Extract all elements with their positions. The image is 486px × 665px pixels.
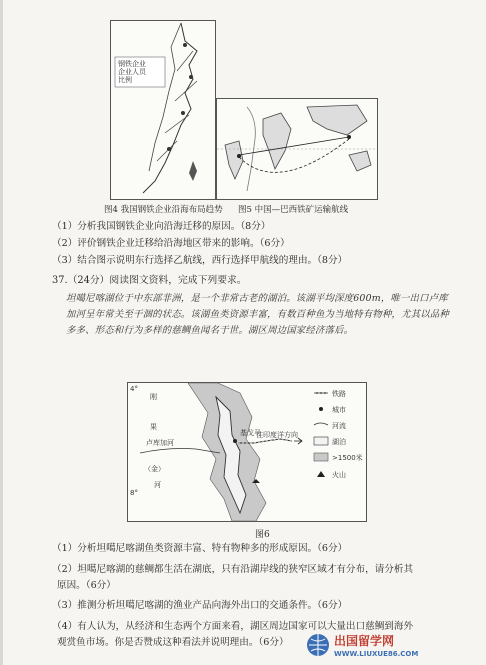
river-label: 卢库加河 — [146, 439, 174, 447]
q37-title: 37.（24分）阅读图文资料，完成下列要求。 — [52, 275, 247, 286]
coastline — [143, 23, 197, 193]
route-b — [239, 137, 349, 155]
figure-4-map — [110, 20, 216, 200]
legend-line-1: 钢铁企业 — [118, 60, 146, 68]
q36-sub-2: （2）评价钢铁企业迁移给沿海地区带来的影响。（6分） — [52, 238, 290, 249]
legend-city-sym — [319, 407, 323, 411]
arrow-label: 往印度洋方向 — [256, 431, 298, 439]
australia-landmass — [349, 151, 371, 171]
city-label: 基戈马 — [240, 429, 261, 437]
china-port — [347, 135, 351, 139]
scan-edge — [0, 0, 3, 665]
tanganyika-map — [128, 383, 366, 521]
watermark — [304, 631, 482, 659]
q37-sub-2-cont: 原因。（6分） — [57, 580, 116, 591]
country-label-1: 刚 — [150, 393, 157, 401]
q37-sub-4-cont: 观赏鱼市场。你是否赞成这种看法并说明理由。（6分） — [57, 637, 289, 648]
lat-8: 8° — [130, 489, 138, 497]
fig6-caption: 图6 — [255, 530, 270, 540]
legend-river: 河流 — [332, 422, 346, 430]
q36-sub-1: （1）分析我国钢铁企业向沿海迁移的原因。（8分） — [52, 221, 271, 232]
q37-sub-3: （3）推测分析坦噶尼喀湖的渔业产品向海外出口的交通条件。（6分） — [52, 600, 348, 611]
south-america-landmass — [225, 141, 243, 179]
figure-6-map — [127, 382, 367, 522]
legend-volcano-sym — [317, 471, 325, 477]
country-label-2: 果 — [150, 423, 157, 431]
route-a — [239, 139, 349, 172]
legend-lake-sym — [314, 437, 328, 445]
figure-5-map — [216, 98, 378, 200]
legend-line-3: 比例 — [118, 76, 132, 84]
q37-sub-4: （4）有人认为，从经济和生态两个方面来看，湖区周边国家可以大量出口慈鲷到海外 — [52, 621, 414, 632]
watermark-url: WWW.LIUXUE86.COM — [334, 650, 419, 658]
legend-river-sym — [314, 423, 328, 425]
watermark-cn: 出国留学网 — [334, 634, 395, 648]
legend-line-2: 企业人员 — [118, 68, 146, 76]
legend-highland-sym — [314, 453, 328, 461]
country-label-4: （金） — [144, 465, 165, 473]
fig4-caption: 图4 我国钢铁企业沿海布局趋势 — [104, 205, 223, 215]
africa-landmass — [263, 113, 291, 169]
brazil-port — [237, 154, 241, 158]
legend-highland: >1500米 — [332, 454, 363, 462]
legend-city: 城市 — [332, 406, 346, 414]
china-coast-map — [111, 21, 215, 199]
migration-arrows — [149, 23, 181, 171]
city-dot — [183, 43, 187, 47]
lat-4: 4° — [130, 385, 138, 393]
kigoma-city-dot — [233, 439, 237, 443]
taiwan-island — [189, 161, 197, 181]
country-label-3: 河 — [154, 481, 161, 489]
world-route-map — [217, 99, 377, 199]
watermark-logo — [304, 631, 482, 659]
q37-paragraph: 坦噶尼喀湖位于中东部非洲，是一个非常古老的湖泊。该湖平均深度600m，唯一出口卢库加河呈年常关至干涸的状态。该湖鱼类资源丰富，有数百种鱼为当地特有物种，尤其以品种多多、形态和行为多样的慈鲷鱼闻名于世。湖区周边国家经济落后。 — [66, 293, 450, 336]
city-dot — [167, 147, 171, 151]
fig5-caption: 图5 中国—巴西铁矿运输航线 — [238, 205, 349, 215]
city-dot — [189, 75, 193, 79]
q36-sub-3: （3）结合图示说明东行选择乙航线，西行选择甲航线的理由。（8分） — [52, 255, 348, 266]
asia-landmass — [307, 105, 367, 135]
legend-volcano: 火山 — [332, 471, 346, 479]
legend-lake: 湖泊 — [332, 438, 346, 446]
q37-sub-1: （1）分析坦噶尼喀湖鱼类资源丰富、特有物种多的形成原因。（6分） — [52, 543, 348, 554]
q37-sub-2: （2）坦噶尼喀湖的慈鲷都生活在湖底，只有沿湖岸线的狭窄区域才有分布，请分析其 — [52, 564, 414, 575]
lukuga-river — [140, 449, 220, 454]
legend-railway: 铁路 — [332, 390, 346, 398]
city-dot — [181, 111, 185, 115]
